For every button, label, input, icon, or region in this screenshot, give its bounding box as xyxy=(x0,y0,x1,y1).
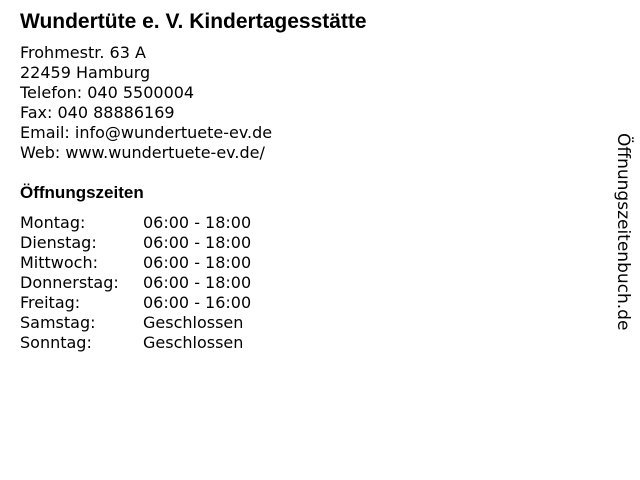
day-hours: 06:00 - 18:00 xyxy=(143,253,252,272)
day-hours: 06:00 - 18:00 xyxy=(143,213,252,232)
day-label: Samstag: xyxy=(20,313,96,332)
address-city: 22459 Hamburg xyxy=(20,63,151,82)
hours-row-monday xyxy=(20,213,340,233)
day-hours: Geschlossen xyxy=(143,333,244,352)
day-hours: Geschlossen xyxy=(143,313,244,332)
site-watermark: Öffnungszeitenbuch.de xyxy=(613,133,633,331)
day-label: Mittwoch: xyxy=(20,253,98,272)
opening-hours-list xyxy=(20,213,340,353)
web-line: Web: www.wundertuete-ev.de/ xyxy=(20,143,265,162)
phone-line: Telefon: 040 5500004 xyxy=(20,83,195,102)
day-label: Montag: xyxy=(20,213,86,232)
day-hours: 06:00 - 18:00 xyxy=(143,233,252,252)
hours-row-saturday xyxy=(20,313,340,333)
hours-row-sunday xyxy=(20,333,340,353)
hours-row-friday xyxy=(20,293,340,313)
day-label: Donnerstag: xyxy=(20,273,119,292)
hours-row-thursday xyxy=(20,273,340,293)
hours-row-tuesday xyxy=(20,233,340,253)
hours-row-wednesday xyxy=(20,253,340,273)
fax-line: Fax: 040 88886169 xyxy=(20,103,175,122)
opening-hours-heading: Öffnungszeiten xyxy=(20,183,144,202)
address-street: Frohmestr. 63 A xyxy=(20,43,146,62)
day-hours: 06:00 - 16:00 xyxy=(143,293,252,312)
contact-block xyxy=(20,43,272,163)
business-title: Wundertüte e. V. Kindertagesstätte xyxy=(20,10,367,33)
email-line: Email: info@wundertuete-ev.de xyxy=(20,123,273,142)
day-label: Sonntag: xyxy=(20,333,92,352)
day-label: Dienstag: xyxy=(20,233,97,252)
day-label: Freitag: xyxy=(20,293,81,312)
day-hours: 06:00 - 18:00 xyxy=(143,273,252,292)
